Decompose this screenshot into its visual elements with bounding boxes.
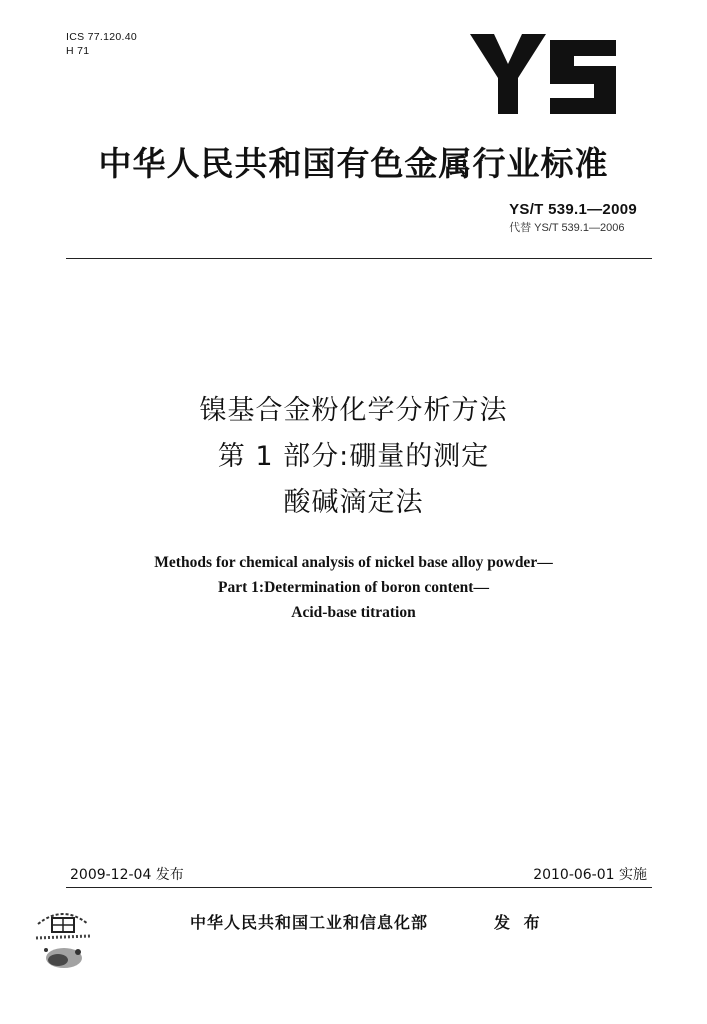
publisher-name: 中华人民共和国工业和信息化部 [190,913,429,932]
ys-logo [470,34,620,118]
title-en-line2: Part 1:Determination of boron content— [218,579,489,596]
title-cn-line1: 镍基合金粉化学分析方法 [199,395,508,426]
industry-standard-title: 中华人民共和国有色金属行业标准 [98,144,609,183]
title-en [0,550,707,625]
ccs-code: H 71 [66,45,90,57]
publish-label: 发 布 [494,913,544,932]
footer-divider [66,887,652,888]
title-cn-line3: 酸碱滴定法 [283,487,424,518]
classification-codes [66,30,137,58]
replaces-standard: 代替 YS/T 539.1—2006 [509,222,625,234]
title-cn-line2: 第 1 部分:硼量的测定 [217,441,490,472]
publisher-seal-icon [28,902,98,974]
header-divider [66,258,652,259]
issue-date: 2009-12-04 发布 [70,867,184,883]
standard-number-block [509,201,637,235]
standard-number: YS/T 539.1—2009 [509,201,637,218]
implementation-date: 2010-06-01 实施 [533,867,647,883]
title-en-line1: Methods for chemical analysis of nickel base alloy powder— [154,554,553,571]
title-en-line3: Acid-base titration [291,604,416,621]
ics-code: ICS 77.120.40 [66,31,138,43]
